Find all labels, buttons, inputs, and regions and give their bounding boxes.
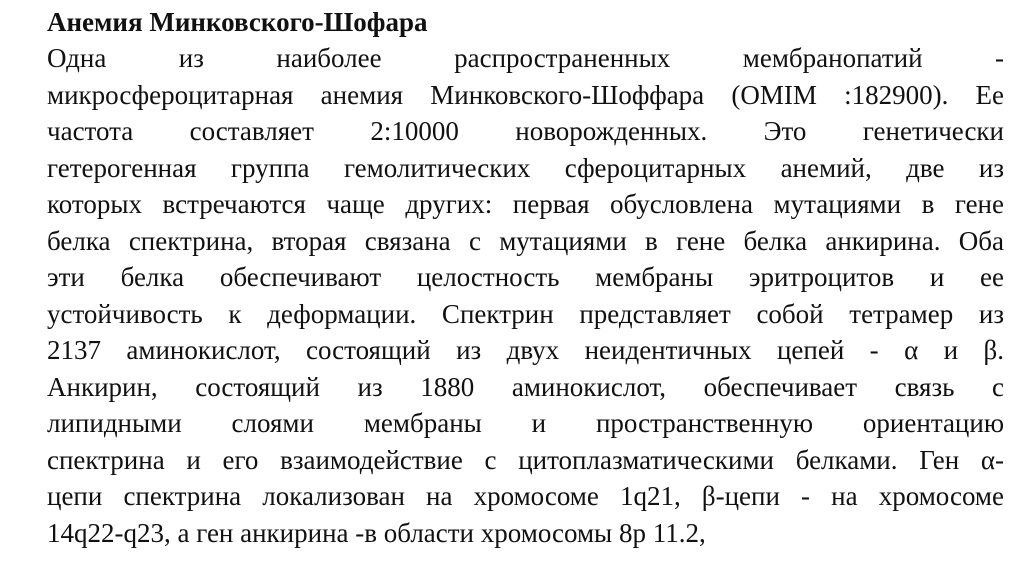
text-line: Одна из наиболее распространенных мембранопатий - <box>47 43 1004 73</box>
text-line: частота составляет 2:10000 новорожденных. Это генетически <box>47 116 1004 146</box>
document-title: Анемия Минковского-Шофара <box>47 7 428 37</box>
text-line: гетерогенная группа гемолитических сфероцитарных анемий, две из <box>47 152 1004 183</box>
text-line: Анкирин, состоящий из 1880 аминокислот, обеспечивает связь с <box>47 371 1004 402</box>
text-line: устойчивость к деформации. Спектрин представляет собой тетрамер из <box>47 298 1004 329</box>
text-line-last: 14q22-q23, а ген анкирина -в области хромосомы 8р 11.2, <box>47 517 706 548</box>
text-line: спектрина и его взаимодействие с цитоплазматическими белками. Ген α- <box>47 444 1004 475</box>
text-line: которых встречаются чаще других: первая обусловлена мутациями в гене <box>47 189 1004 219</box>
text-line: липидными слоями мембраны и пространственную ориентацию <box>47 408 1004 438</box>
text-line: 2137 аминокислот, состоящий из двух неидентичных цепей - α и β. <box>47 335 1004 365</box>
text-line: белка спектрина, вторая связана с мутациями в гене белка анкирина. Оба <box>47 225 1004 256</box>
slide-content <box>47 4 1004 551</box>
text-line: эти белка обеспечивают целостность мембраны эритроцитов и ее <box>47 262 1004 292</box>
text-line: микросфероцитарная анемия Минковского-Шоффара (OMIM :182900). Ее <box>47 79 1004 110</box>
text-line: цепи спектрина локализован на хромосоме 1q21, β-цепи - на хромосоме <box>47 481 1004 511</box>
